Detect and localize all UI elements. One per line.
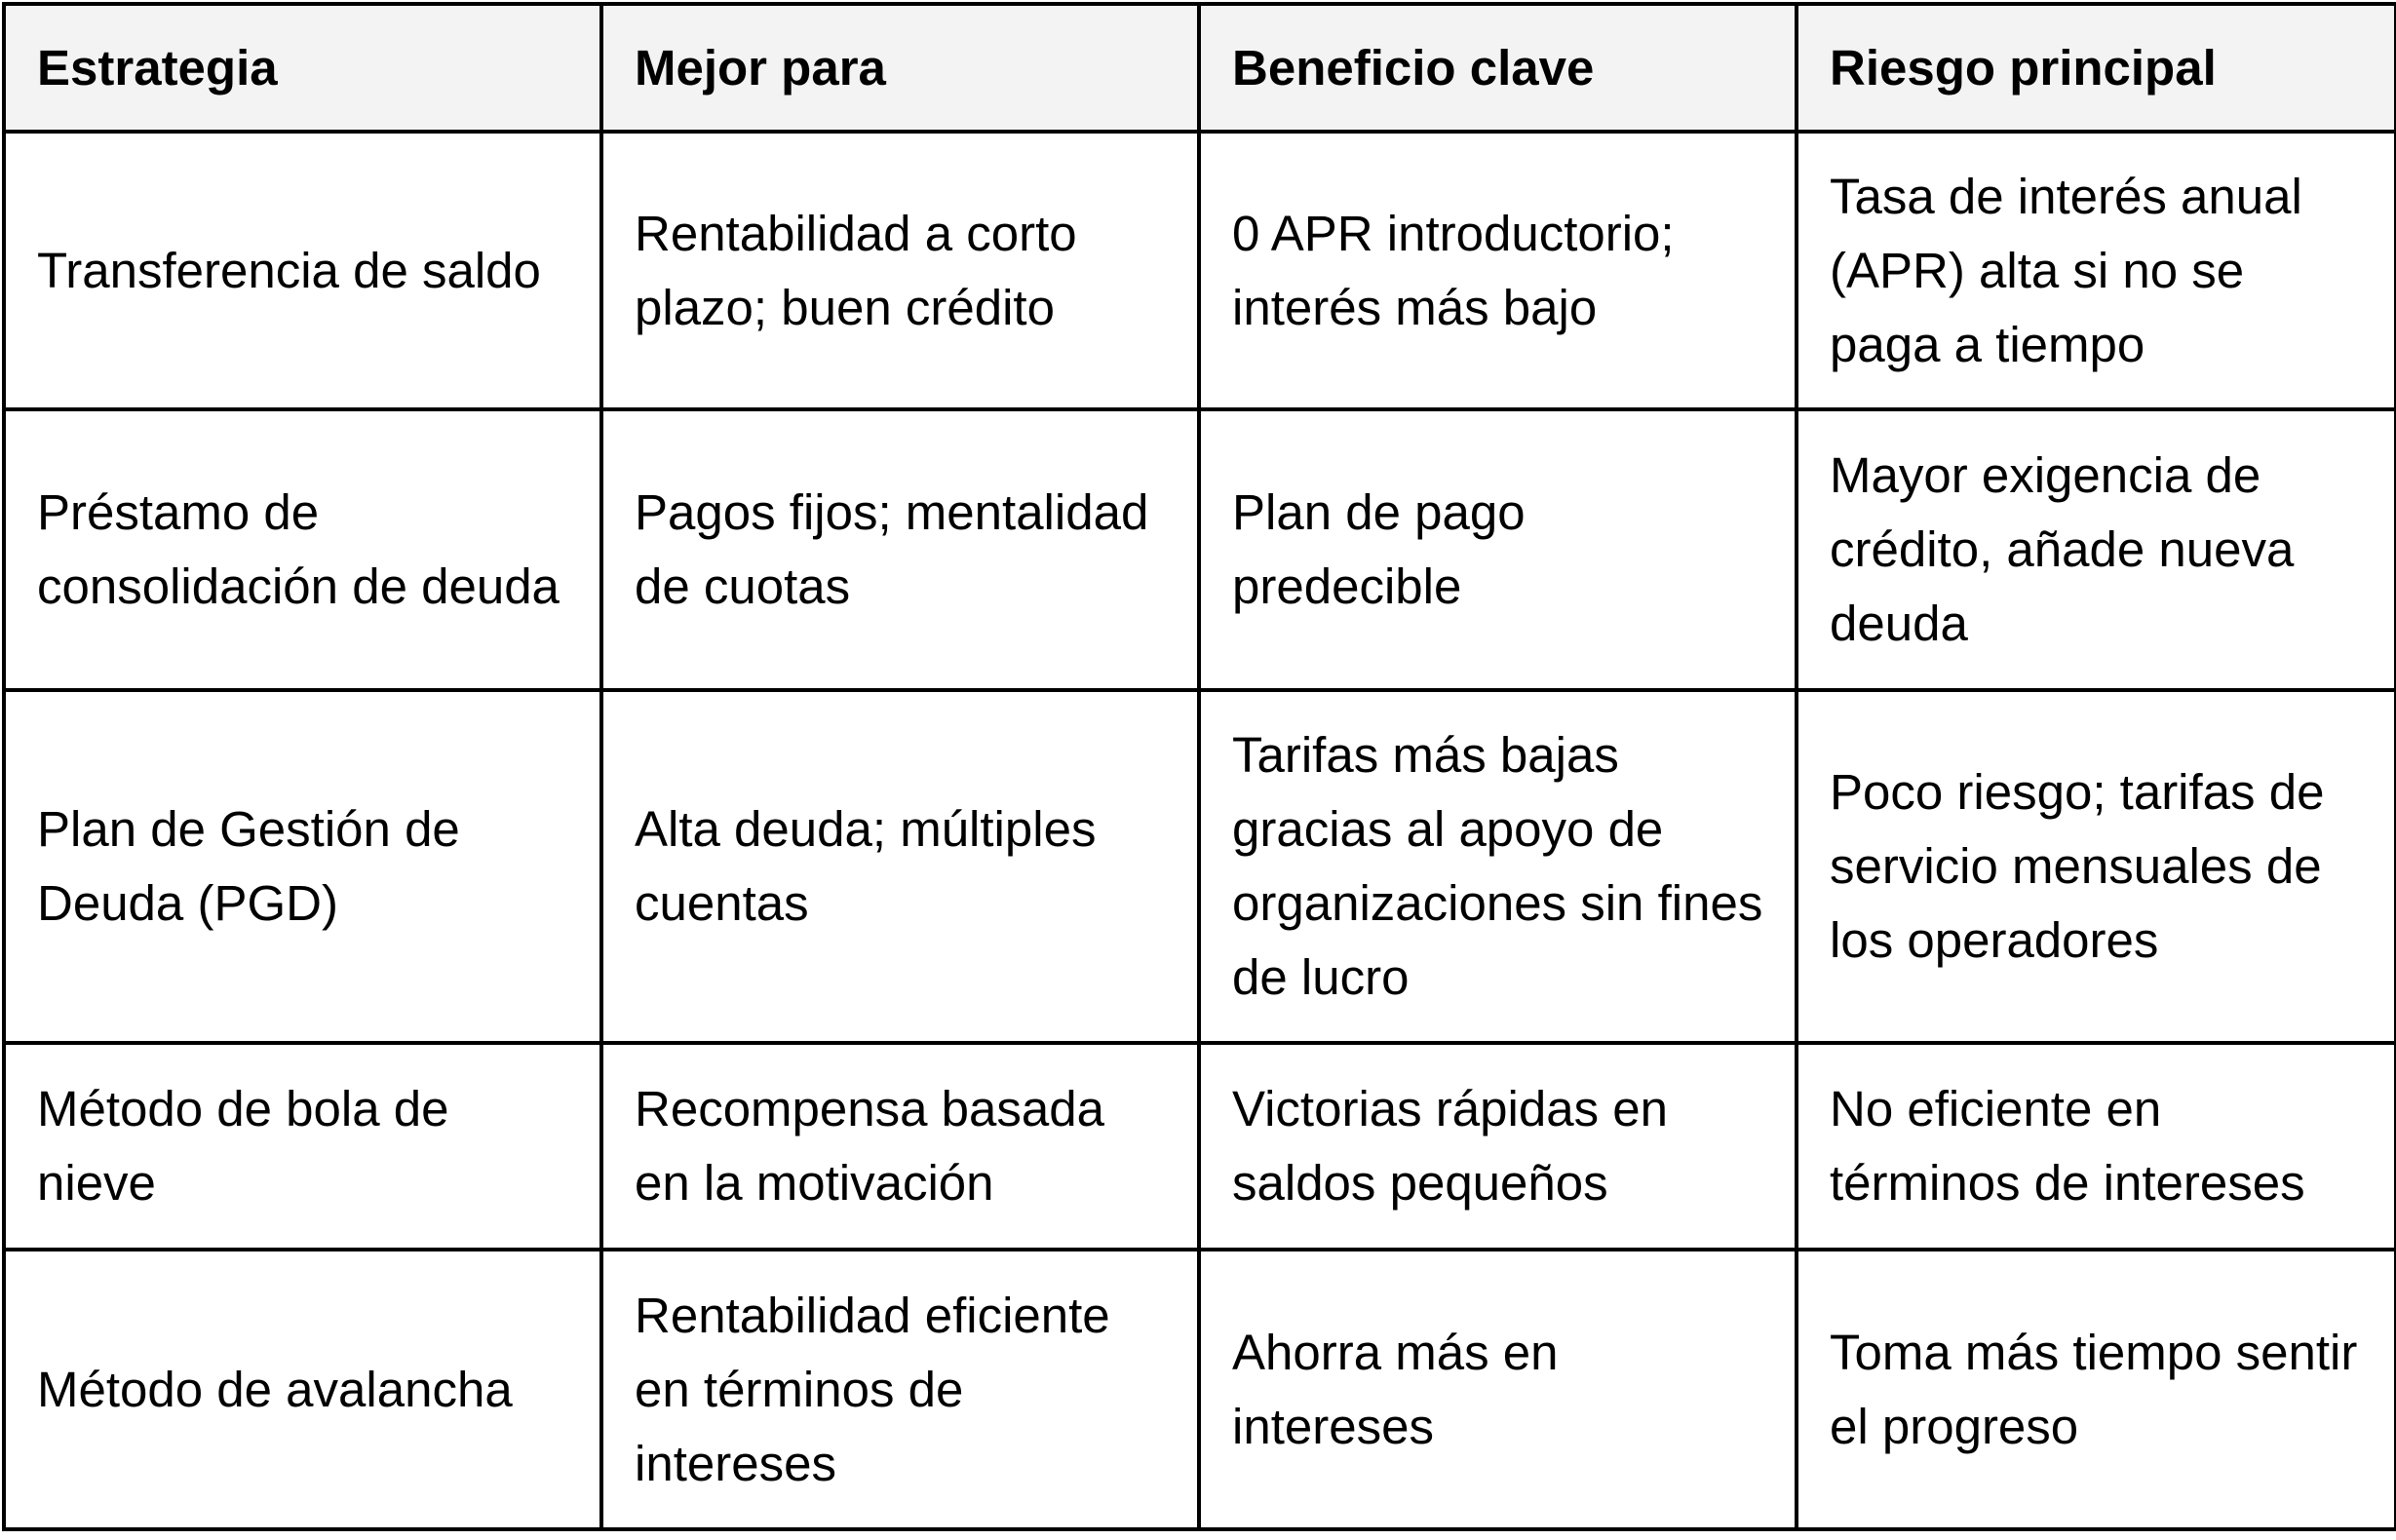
header-riesgo-principal: Riesgo principal xyxy=(1797,4,2396,132)
table-row xyxy=(4,132,2396,409)
cell-riesgo-principal: Tasa de interés anual (APR) alta si no se paga a tiempo xyxy=(1797,132,2396,409)
table-row xyxy=(4,1250,2396,1529)
cell-mejor-para: Recompensa basada en la motivación xyxy=(601,1043,1199,1250)
table-row xyxy=(4,409,2396,690)
cell-mejor-para: Pagos fijos; mentalidad de cuotas xyxy=(601,409,1199,690)
cell-estrategia: Préstamo de consolidación de deuda xyxy=(4,409,601,690)
header-mejor-para: Mejor para xyxy=(601,4,1199,132)
cell-mejor-para: Rentabilidad eficiente en términos de intereses xyxy=(601,1250,1199,1529)
table-row xyxy=(4,1043,2396,1250)
cell-riesgo-principal: Toma más tiempo sentir el progreso xyxy=(1797,1250,2396,1529)
table-header-row xyxy=(4,4,2396,132)
cell-beneficio-clave: Ahorra más en intereses xyxy=(1199,1250,1797,1529)
cell-riesgo-principal: Poco riesgo; tarifas de servicio mensuales de los operadores xyxy=(1797,690,2396,1043)
header-beneficio-clave: Beneficio clave xyxy=(1199,4,1797,132)
cell-beneficio-clave: Plan de pago predecible xyxy=(1199,409,1797,690)
cell-beneficio-clave: Victorias rápidas en saldos pequeños xyxy=(1199,1043,1797,1250)
cell-beneficio-clave: Tarifas más bajas gracias al apoyo de organizaciones sin fines de lucro xyxy=(1199,690,1797,1043)
strategy-comparison-table xyxy=(2,2,2396,1531)
cell-mejor-para: Alta deuda; múltiples cuentas xyxy=(601,690,1199,1043)
cell-beneficio-clave: 0 APR introductorio; interés más bajo xyxy=(1199,132,1797,409)
cell-riesgo-principal: Mayor exigencia de crédito, añade nueva deuda xyxy=(1797,409,2396,690)
header-estrategia: Estrategia xyxy=(4,4,601,132)
cell-estrategia: Transferencia de saldo xyxy=(4,132,601,409)
cell-mejor-para: Rentabilidad a corto plazo; buen crédito xyxy=(601,132,1199,409)
cell-riesgo-principal: No eficiente en términos de intereses xyxy=(1797,1043,2396,1250)
table-row xyxy=(4,690,2396,1043)
cell-estrategia: Plan de Gestión de Deuda (PGD) xyxy=(4,690,601,1043)
cell-estrategia: Método de avalancha xyxy=(4,1250,601,1529)
cell-estrategia: Método de bola de nieve xyxy=(4,1043,601,1250)
